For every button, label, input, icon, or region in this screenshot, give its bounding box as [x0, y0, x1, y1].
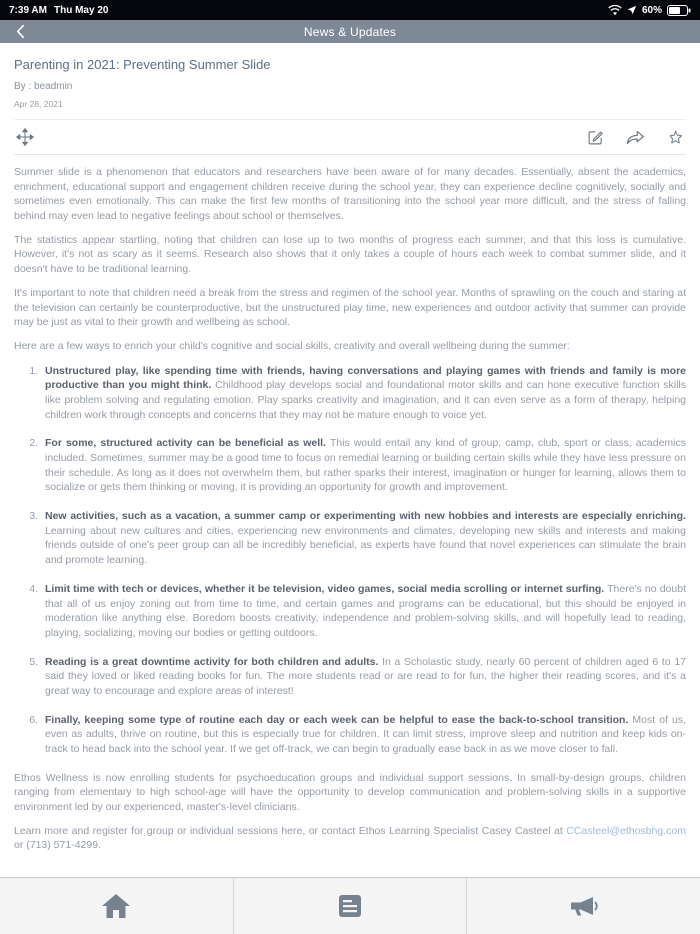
article-date: Apr 28, 2021: [14, 99, 63, 109]
list-item-lead: Limit time with tech or devices, whether it be television, video games, social media scrolling or internet surfing.: [45, 582, 605, 595]
location-icon: [627, 5, 637, 15]
battery-percent: 60%: [641, 4, 662, 16]
toolbar-actions: [587, 129, 684, 146]
megaphone-icon: [569, 894, 599, 918]
news-icon: [337, 893, 363, 919]
list-item-lead: Finally, keeping some type of routine each day or each week can be helpful to ease the back-to-school transition.: [45, 713, 629, 726]
contact-text-before: Learn more and register for group or individual sessions here, or contact Ethos Learning Specialist Casey Casteel at: [14, 824, 567, 837]
email-link[interactable]: CCasteel@ethosbhg.com: [566, 824, 686, 837]
nav-bar: [0, 20, 700, 43]
list-item-text: There's no doubt that all of us enjoy zoning out from time to time, and certain games and programs can be educational, but this should be enjoyed in moderation like anything else. Boredom boosts creativity, independence and problem-solving skills, and will hopefully lead to reading, playing, socializing, moving our bodies or getting outdoors.: [45, 582, 686, 639]
list-item-text: This would entail any kind of group, camp, club, sport or class, academics included. Sometimes, summer may be a good time to focus on remedial learning or building certain skills while they have less pressure on their schedule. As long as it does not overwhelm them, but rather sparks their interest, imagination or hunger for learning, allows them to socialize or gets them thinking or moving, it is providing an opportunity for growth and improvement.: [45, 437, 686, 494]
status-date: Thu May 20: [53, 4, 109, 16]
contact-paragraph: [14, 824, 686, 853]
status-right: [608, 5, 691, 16]
move-icon: [16, 128, 34, 146]
article-paragraph: The statistics appear startling, noting that children can lose up to two months of progress each summer, and that this loss is cumulative. However, it's not as scary as it seems. Research also shows that it only takes a couple of hours each week to combat summer slide, and it doesn't have to be traditional learning.: [14, 233, 686, 276]
list-item-text: Childhood play develops social and foundational motor skills and can hone executive function skills like problem solving and regulating emotion. Play sparks creativity and imagination, and it can even serve as a form of therapy, helping children work through concepts and concerns that they may not be mature enough to voice yet.: [45, 379, 687, 421]
list-item-text: Most of us, even as adults, thrive on routine, but this is especially true for children. It can limit stress, improve sleep and nutrition and keep kids on-track to head back into the school year. If we get off-track, we can begin to gradually ease back in as we move closer to fall.: [45, 713, 686, 755]
wifi-icon: [608, 5, 622, 16]
tab-bar: [0, 877, 700, 934]
edit-button[interactable]: [587, 129, 604, 146]
list-item-lead: New activities, such as a vacation, a summer camp or experimenting with new hobbies and interests are especially enriching.: [45, 510, 686, 523]
list-item: [41, 364, 686, 423]
back-button[interactable]: [10, 20, 31, 43]
list-item: [41, 655, 686, 699]
list-item-text: In a Scholastic study, nearly 60 percent of children aged 6 to 17 said they loved or liked reading books for fun. The more students read or are read to for fun, the higher their reading scores, and it's a great way to encourage and explore areas of interest!: [45, 655, 686, 697]
share-icon: [626, 130, 645, 145]
battery-icon: [667, 5, 691, 16]
list-item: [41, 509, 686, 568]
closing-paragraph: Ethos Wellness is now enrolling students for psychoeducation groups and individual support sessions. In small-by-design groups, children ranging from elementary to high school-age will have the opportunity to develop communication and problem-solving skills in a supportive environment led by our experienced, master's-level clinicians.: [14, 771, 686, 814]
article-paragraph: Summer slide is a phenomenon that educators and researchers have been aware of for many decades. Essentially, absent the academics, enrichment, educational support and engagement children receive during the school year, they can experience decline cognitively, socially and sometimes even emotionally. This can make the first few months of transitioning into the school year more difficult, and the stress of falling behind may even lead to negative feelings about school or themselves.: [14, 166, 686, 223]
article-body: [14, 165, 686, 853]
list-item-lead: Reading is a great downtime activity for both children and adults.: [45, 655, 379, 668]
status-time: 7:39 AM: [9, 4, 47, 16]
star-icon: [667, 129, 684, 146]
article-paragraph: Here are a few ways to enrich your child's cognitive and social skills, creativity and overall wellbeing during the summer:: [14, 339, 570, 352]
tips-list: [14, 364, 686, 757]
list-item-text: Learning about new cultures and cities, experiencing new environments and climates, developing new skills and interests and making friends outside of one's peer group can all be incredibly beneficial, as experts have found that novel experiences can stimulate the brain and promote learning.: [45, 524, 686, 567]
list-item: [41, 582, 686, 641]
list-item-lead: For some, structured activity can be beneficial as well.: [45, 437, 326, 450]
list-item-lead: Unstructured play, like spending time with friends, having conversations and playing games with friends and family is more productive than you might think.: [45, 364, 686, 392]
favorite-button[interactable]: [667, 129, 684, 146]
article-paragraph: It's important to note that children need a break from the stress and regimen of the school year. Months of sprawling on the couch and staring at the television can certainly be counterproductive, but the unstructured play time, new experiences and outdoor activity that summer can provide may be just as vital to their growth and wellbeing as school.: [14, 286, 686, 329]
nav-title: News & Updates: [303, 24, 397, 39]
edit-icon: [587, 129, 604, 146]
tab-announcements[interactable]: [467, 878, 700, 934]
chevron-left-icon: [16, 24, 25, 39]
status-bar: [0, 0, 700, 20]
share-button[interactable]: [626, 130, 645, 145]
status-left: [9, 5, 108, 16]
home-icon: [101, 893, 131, 919]
list-item: [41, 713, 686, 757]
article-scroll-area[interactable]: [0, 43, 700, 877]
article-byline: By : beadmin: [14, 81, 73, 92]
tab-news[interactable]: [234, 878, 468, 934]
tab-home[interactable]: [0, 878, 234, 934]
article-toolbar: [14, 119, 686, 155]
list-item: [41, 436, 686, 495]
move-button[interactable]: [16, 128, 34, 146]
article-title: Parenting in 2021: Preventing Summer Slide: [14, 57, 271, 72]
contact-text-after: or (713) 571-4299.: [14, 839, 101, 852]
